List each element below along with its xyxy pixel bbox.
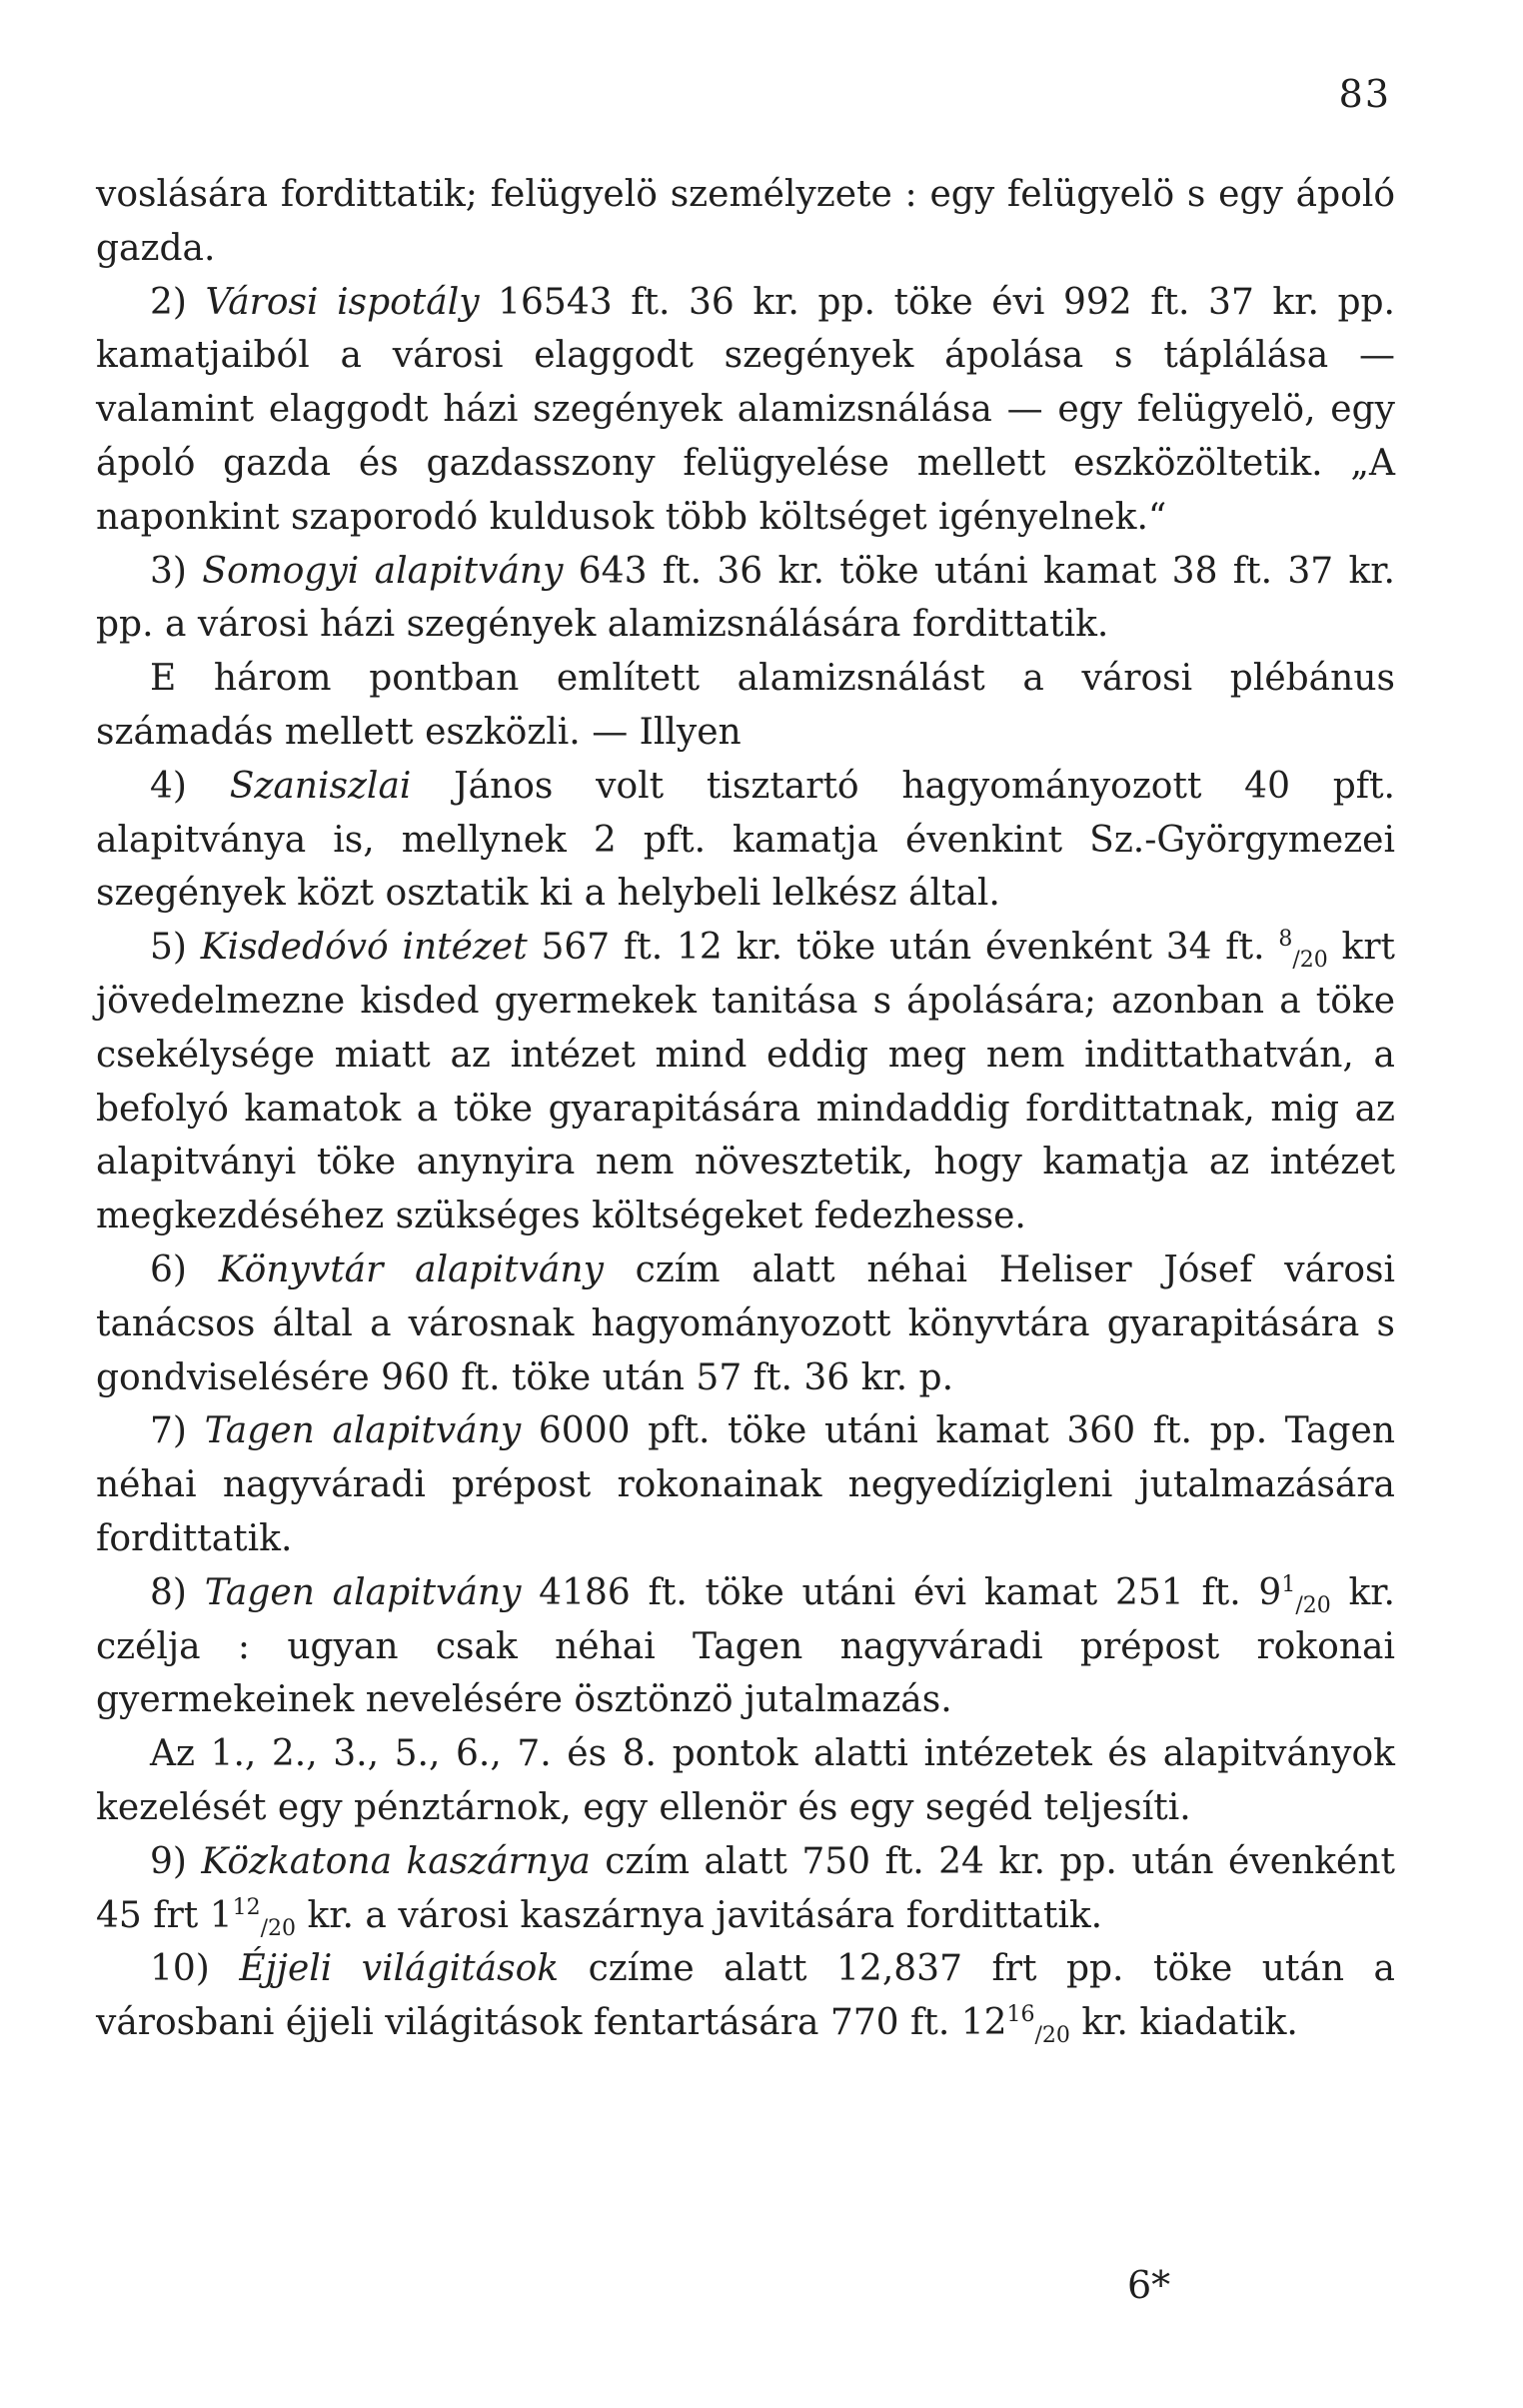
- italic-title: Városi ispotály: [205, 281, 480, 323]
- paragraph: [96, 921, 1395, 1243]
- paragraph: [96, 276, 1395, 545]
- paragraph: [96, 1566, 1395, 1727]
- text-run: voslására fordittatik; felügyelö személyzete : egy felügyelö s egy ápoló gazda.: [96, 174, 1395, 269]
- text-run: 8): [150, 1571, 205, 1613]
- body-text: [96, 168, 1395, 2050]
- fraction: $^{16}_{/20}$: [1006, 2002, 1070, 2049]
- text-run: 2): [150, 281, 206, 323]
- fraction: $^{12}_{/20}$: [232, 1894, 297, 1941]
- paragraph: [96, 652, 1395, 760]
- italic-title: Tagen alapitvány: [204, 1410, 522, 1452]
- text-run: E három pontban említett alamizsnálást a városi plébánus számadás mellett eszközli. — Illyen: [96, 658, 1395, 753]
- text-run: 6): [150, 1248, 219, 1290]
- paragraph: [96, 1404, 1395, 1565]
- italic-title: Szaniszlai: [229, 765, 412, 807]
- text-run: krt jövedelmezne kisded gyermekek tanitása s ápolására; azonban a töke csekélysége miatt az intézet mind eddig meg nem indittathatván, a befolyó kamatok a töke gyarapitására mindaddig fordittatnak, mig az alapitványi töke anynyira nem növesztetik, hogy kamatja az intézet megkezdéséhez szükséges költségeket fedezhesse.: [96, 927, 1395, 1237]
- italic-title: Kisdedóvó intézet: [200, 927, 528, 969]
- text-run: kr. kiadatik.: [1069, 2002, 1298, 2044]
- text-run: kr. czélja : ugyan csak néhai Tagen nagyváradi prépost rokonai gyermekeinek nevelésére ösztönzö jutalmazás.: [96, 1571, 1395, 1721]
- italic-title: Somogyi alapitvány: [202, 550, 564, 592]
- text-run: 643 ft. 36 kr. töke utáni kamat 38 ft. 37 kr. pp. a városi házi szegények alamizsnálására fordittatik.: [96, 550, 1395, 646]
- printer-signature-mark: 6*: [1127, 2263, 1171, 2307]
- text-run: Az 1., 2., 3., 5., 6., 7. és 8. pontok alatti intézetek és alapitványok kezelését egy pénztárnok, egy ellenör és egy segéd teljesíti.: [96, 1733, 1395, 1828]
- paragraph: [96, 1942, 1395, 2050]
- paragraph: [96, 168, 1395, 276]
- text-run: czíme alatt 12,837 frt pp. töke után a városbani éjjeli világitások fentartására 770 ft. 12: [96, 1948, 1396, 2044]
- paragraph: [96, 1727, 1395, 1835]
- italic-title: Közkatona kaszárnya: [201, 1840, 591, 1882]
- text-run: 10): [150, 1948, 240, 1990]
- text-run: 9): [150, 1840, 202, 1882]
- text-run: czím alatt néhai Heliser Jósef városi tanácsos által a városnak hagyományozott könyvtára gyarapitására s gondviselésére 960 ft. töke után 57 ft. 36 kr. p.: [96, 1248, 1395, 1398]
- text-run: 7): [150, 1410, 205, 1452]
- text-run: 3): [150, 550, 203, 592]
- text-run: 4): [150, 765, 230, 807]
- italic-title: Éjjeli világitások: [239, 1948, 560, 1990]
- text-run: 5): [150, 927, 201, 969]
- text-run: czím alatt 750 ft. 24 kr. pp. után évenként 45 frt 1: [96, 1840, 1395, 1936]
- italic-title: Tagen alapitvány: [204, 1571, 522, 1613]
- italic-title: Könyvtár alapitvány: [218, 1248, 604, 1290]
- text-run: 4186 ft. töke utáni évi kamat 251 ft. 9: [521, 1571, 1282, 1613]
- paragraph: [96, 1243, 1395, 1404]
- paragraph: [96, 545, 1395, 653]
- fraction: $^8_{/20}$: [1278, 927, 1328, 974]
- page-number: 83: [1338, 72, 1391, 116]
- text-run: János volt tisztartó hagyományozott 40 pft. alapitványa is, mellynek 2 pft. kamatja évenkint Sz.-Györgymezei szegények közt osztatik ki a helybeli lelkész által.: [96, 765, 1395, 915]
- paragraph: [96, 760, 1395, 921]
- fraction: $^1_{/20}$: [1281, 1571, 1331, 1618]
- text-run: 16543 ft. 36 kr. pp. töke évi 992 ft. 37 kr. pp. kamatjaiból a városi elaggodt szegények ápolása s táplálása — valamint elaggodt házi szegények alamizsnálása — egy felügyelö, egy ápoló gazda és gazdasszony felügyelése mellett eszközöltetik. „A naponkint szaporodó kuldusok több költséget igényelnek.“: [96, 281, 1395, 538]
- text-run: 567 ft. 12 kr. töke után évenként 34 ft.: [527, 927, 1279, 969]
- text-run: kr. a városi kaszárnya javitására fordittatik.: [296, 1894, 1103, 1936]
- paragraph: [96, 1835, 1395, 1943]
- text-run: 6000 pft. töke utáni kamat 360 ft. pp. Tagen néhai nagyváradi prépost rokonainak negyedízigleni jutalmazására fordittatik.: [96, 1410, 1396, 1559]
